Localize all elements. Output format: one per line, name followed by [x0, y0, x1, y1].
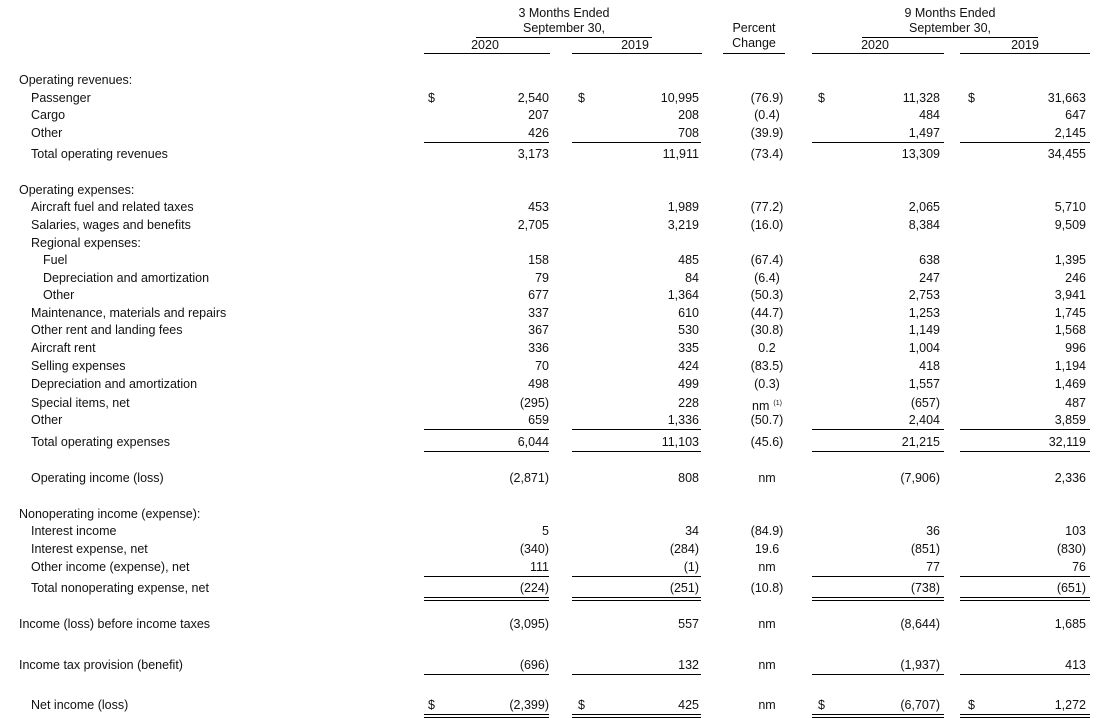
- value-n19: 1,395: [1054, 253, 1086, 267]
- value-n20: 8,384: [908, 218, 940, 232]
- row-label: Passenger: [31, 91, 91, 105]
- currency-symbol: $: [968, 91, 975, 105]
- pct-text: (50.7): [750, 413, 784, 427]
- value-n19: 246: [1065, 271, 1086, 285]
- single-underline-q20: [424, 576, 549, 577]
- value-n20: (1,937): [900, 658, 940, 672]
- value-q19: 1,336: [667, 413, 699, 427]
- value-q19: 132: [678, 658, 699, 672]
- value-q20: 336: [528, 341, 549, 355]
- value-q19: 11,103: [661, 435, 699, 449]
- value-n19: 1,194: [1054, 359, 1086, 373]
- value-n19: 3,941: [1054, 288, 1086, 302]
- value-q19: 1,364: [667, 288, 699, 302]
- header-year-2020-q: 2020: [471, 38, 499, 52]
- row-label: Income (loss) before income taxes: [19, 617, 211, 631]
- value-pct-change: [732, 200, 802, 215]
- value-n19: (651): [1056, 581, 1086, 595]
- value-pct-change: [732, 435, 802, 450]
- header-3-months: [476, 6, 652, 36]
- single-underline-q20: [424, 674, 549, 675]
- row-label: Aircraft rent: [31, 341, 96, 355]
- value-n20: 418: [919, 359, 940, 373]
- currency-symbol: $: [968, 698, 975, 712]
- value-q20: 70: [535, 359, 549, 373]
- single-underline-n20: [812, 429, 944, 430]
- value-pct-change: [732, 359, 802, 374]
- value-n20: (7,906): [900, 471, 940, 485]
- value-pct-change: [732, 218, 802, 233]
- value-n19: 1,272: [1054, 698, 1086, 712]
- pct-text: (39.9): [750, 126, 784, 140]
- single-underline-n20: [812, 451, 944, 452]
- value-q20: 426: [528, 126, 549, 140]
- value-n19: (830): [1056, 542, 1086, 556]
- value-n19: 103: [1065, 524, 1086, 538]
- double-underline-q19: [572, 597, 701, 601]
- row-label: Depreciation and amortization: [31, 377, 198, 391]
- value-q20: (2,399): [509, 698, 549, 712]
- pct-text: nm: [758, 698, 776, 712]
- row-label: Other income (expense), net: [31, 560, 190, 574]
- pct-text: (84.9): [750, 524, 784, 538]
- value-q19: 10,995: [660, 91, 699, 105]
- value-n20: (6,707): [900, 698, 940, 712]
- value-pct-change: [732, 306, 802, 321]
- header-rule-9m: [862, 37, 1038, 38]
- currency-symbol: $: [818, 91, 825, 105]
- value-n20: 1,557: [908, 377, 940, 391]
- pct-text: (77.2): [750, 200, 784, 214]
- currency-symbol: $: [428, 698, 435, 712]
- value-pct-change: [732, 524, 802, 539]
- value-pct-change: [732, 658, 802, 673]
- value-q19: (251): [669, 581, 699, 595]
- value-n20: 638: [919, 253, 940, 267]
- value-q20: 498: [528, 377, 549, 391]
- value-n20: (738): [910, 581, 940, 595]
- value-q19: 84: [685, 271, 699, 285]
- value-n19: 1,745: [1054, 306, 1086, 320]
- header-rule-2020-n: [812, 53, 944, 54]
- row-label: Other: [43, 288, 75, 302]
- value-q19: 499: [678, 377, 699, 391]
- row-label: Other: [31, 413, 63, 427]
- header-rule-2019-n: [960, 53, 1090, 54]
- header-year-2019-q: 2019: [621, 38, 649, 52]
- value-q19: (1): [683, 560, 699, 574]
- value-n20: 2,753: [908, 288, 940, 302]
- pct-text: nm: [758, 471, 776, 485]
- value-pct-change: [732, 581, 802, 596]
- single-underline-q20: [424, 429, 549, 430]
- row-label: Operating expenses:: [19, 183, 135, 197]
- row-label: Maintenance, materials and repairs: [31, 306, 227, 320]
- value-pct-change: [732, 617, 802, 632]
- value-n19: 34,455: [1047, 147, 1086, 161]
- pct-text: (83.5): [750, 359, 784, 373]
- value-n20: 2,065: [908, 200, 940, 214]
- value-n20: 1,004: [908, 341, 940, 355]
- pct-text: (0.3): [754, 377, 780, 391]
- value-q20: (340): [519, 542, 549, 556]
- pct-text: (73.4): [750, 147, 784, 161]
- row-label: Depreciation and amortization: [43, 271, 210, 285]
- single-underline-n19: [960, 429, 1090, 430]
- double-underline-n19: [960, 597, 1090, 601]
- value-q20: 158: [528, 253, 549, 267]
- value-n19: 487: [1065, 396, 1086, 410]
- row-label: Fuel: [43, 253, 68, 267]
- value-q20: 367: [528, 323, 549, 337]
- value-pct-change: [732, 560, 802, 575]
- pct-text: (44.7): [750, 306, 784, 320]
- single-underline-n20: [812, 576, 944, 577]
- row-label: Operating income (loss): [31, 471, 164, 485]
- value-q20: 677: [528, 288, 549, 302]
- value-pct-change: [732, 396, 802, 414]
- value-pct-change: [732, 288, 802, 303]
- value-pct-change: [732, 253, 802, 268]
- row-label: Selling expenses: [31, 359, 126, 373]
- value-n19: 3,859: [1054, 413, 1086, 427]
- value-q20: 6,044: [517, 435, 549, 449]
- currency-symbol: $: [428, 91, 435, 105]
- single-underline-n19: [960, 674, 1090, 675]
- value-n20: (8,644): [900, 617, 940, 631]
- row-label: Special items, net: [31, 396, 130, 410]
- single-underline-n19: [960, 451, 1090, 452]
- value-n20: 247: [919, 271, 940, 285]
- header-percent-line1: Percent: [732, 21, 776, 35]
- value-n19: 32,119: [1048, 435, 1086, 449]
- value-n19: 76: [1072, 560, 1086, 574]
- value-n19: 2,336: [1054, 471, 1086, 485]
- value-n19: 1,469: [1054, 377, 1086, 391]
- row-label: Total nonoperating expense, net: [31, 581, 209, 595]
- pct-text: 19.6: [754, 542, 780, 556]
- value-q19: 557: [678, 617, 699, 631]
- double-underline-n20: [812, 597, 944, 601]
- value-q20: 453: [528, 200, 549, 214]
- header-year-2020-n: 2020: [861, 38, 889, 52]
- value-q19: 34: [685, 524, 699, 538]
- value-q19: 708: [678, 126, 699, 140]
- value-n20: 11,328: [902, 91, 940, 105]
- value-q20: 3,173: [517, 147, 549, 161]
- single-underline-q19: [572, 429, 701, 430]
- value-q19: 1,989: [667, 200, 699, 214]
- value-pct-change: [732, 108, 802, 123]
- value-n19: 996: [1065, 341, 1086, 355]
- value-q19: 610: [678, 306, 699, 320]
- value-q19: 424: [678, 359, 699, 373]
- value-q19: 530: [678, 323, 699, 337]
- header-3-months-line1: 3 Months Ended: [518, 6, 610, 20]
- value-q20: (3,095): [509, 617, 549, 631]
- single-underline-q19: [572, 576, 701, 577]
- value-q20: 207: [528, 108, 549, 122]
- single-underline-q20: [424, 142, 549, 143]
- single-underline-n19: [960, 142, 1090, 143]
- value-n20: (657): [910, 396, 940, 410]
- pct-text: (30.8): [750, 323, 784, 337]
- value-q20: (295): [519, 396, 549, 410]
- header-9-months: [862, 6, 1038, 36]
- header-percent-line2: Change: [732, 36, 776, 50]
- value-q19: 425: [678, 698, 699, 712]
- pct-text: (10.8): [750, 581, 784, 595]
- row-label: Aircraft fuel and related taxes: [31, 200, 194, 214]
- value-n19: 9,509: [1054, 218, 1086, 232]
- value-pct-change: [732, 413, 802, 428]
- pct-text: (16.0): [750, 218, 784, 232]
- row-label: Operating revenues:: [19, 73, 133, 87]
- value-q20: 111: [529, 560, 549, 574]
- value-pct-change: [732, 271, 802, 286]
- value-q20: (224): [519, 581, 549, 595]
- value-q20: 2,540: [517, 91, 549, 105]
- header-rule-2019-q: [572, 53, 702, 54]
- row-label: Income tax provision (benefit): [19, 658, 183, 672]
- row-label: Net income (loss): [31, 698, 129, 712]
- value-n20: 13,309: [901, 147, 940, 161]
- value-n20: 1,497: [908, 126, 940, 140]
- value-n20: 21,215: [901, 435, 940, 449]
- value-q20: 659: [528, 413, 549, 427]
- value-q20: (696): [519, 658, 549, 672]
- pct-text: nm: [752, 399, 770, 413]
- row-label: Other: [31, 126, 63, 140]
- value-n20: 484: [919, 108, 940, 122]
- pct-text: (45.6): [750, 435, 784, 449]
- row-label: Cargo: [31, 108, 66, 122]
- single-underline-n19: [960, 576, 1090, 577]
- row-label: Regional expenses:: [31, 236, 141, 250]
- row-label: Nonoperating income (expense):: [19, 507, 201, 521]
- value-n19: 413: [1065, 658, 1086, 672]
- pct-text: (76.9): [750, 91, 784, 105]
- pct-text: (6.4): [754, 271, 780, 285]
- row-label: Total operating revenues: [31, 147, 168, 161]
- header-9-months-line2: September 30,: [909, 21, 991, 35]
- value-q19: 485: [678, 253, 699, 267]
- header-year-2019-n: 2019: [1011, 38, 1039, 52]
- value-pct-change: [732, 91, 802, 106]
- currency-symbol: $: [818, 698, 825, 712]
- single-underline-n20: [812, 142, 944, 143]
- header-rule-2020-q: [424, 53, 550, 54]
- row-label: Salaries, wages and benefits: [31, 218, 191, 232]
- value-q20: 5: [542, 524, 549, 538]
- header-rule-3m: [476, 37, 652, 38]
- value-pct-change: [732, 542, 802, 557]
- pct-text: nm: [758, 617, 776, 631]
- value-q20: 79: [535, 271, 549, 285]
- value-pct-change: [732, 341, 802, 356]
- header-3-months-line2: September 30,: [523, 21, 605, 35]
- value-n19: 31,663: [1047, 91, 1086, 105]
- pct-text: (67.4): [750, 253, 784, 267]
- single-underline-q19: [572, 451, 701, 452]
- value-pct-change: [732, 147, 802, 162]
- value-q19: 228: [678, 396, 699, 410]
- double-underline-q20: [424, 597, 549, 601]
- pct-text: (0.4): [754, 108, 780, 122]
- single-underline-q20: [424, 451, 549, 452]
- pct-text: nm: [758, 658, 776, 672]
- value-q20: 337: [528, 306, 549, 320]
- value-q19: 11,911: [662, 147, 699, 161]
- value-q19: 208: [678, 108, 699, 122]
- single-underline-n20: [812, 674, 944, 675]
- value-q20: 2,705: [517, 218, 549, 232]
- value-q19: 3,219: [667, 218, 699, 232]
- single-underline-q19: [572, 142, 701, 143]
- row-label: Interest income: [31, 524, 117, 538]
- value-n19: 5,710: [1054, 200, 1086, 214]
- single-underline-q19: [572, 674, 701, 675]
- value-n19: 2,145: [1054, 126, 1086, 140]
- value-pct-change: [732, 471, 802, 486]
- value-q20: (2,871): [509, 471, 549, 485]
- pct-text: (50.3): [750, 288, 784, 302]
- currency-symbol: $: [578, 698, 585, 712]
- row-label: Other rent and landing fees: [31, 323, 183, 337]
- value-q19: (284): [669, 542, 699, 556]
- value-pct-change: [732, 377, 802, 392]
- value-n19: 1,685: [1054, 617, 1086, 631]
- value-n19: 647: [1065, 108, 1086, 122]
- header-percent-change: [718, 21, 790, 51]
- pct-text: 0.2: [758, 341, 776, 355]
- value-n20: 77: [926, 560, 940, 574]
- value-pct-change: [732, 126, 802, 141]
- header-rule-pct: [723, 53, 785, 54]
- value-n20: (851): [910, 542, 940, 556]
- row-label: Interest expense, net: [31, 542, 148, 556]
- value-n20: 36: [926, 524, 940, 538]
- footnote-marker: (1): [773, 400, 782, 407]
- value-n20: 1,253: [908, 306, 940, 320]
- value-n19: 1,568: [1054, 323, 1086, 337]
- value-q19: 808: [678, 471, 699, 485]
- currency-symbol: $: [578, 91, 585, 105]
- value-n20: 2,404: [908, 413, 940, 427]
- value-pct-change: [732, 698, 802, 713]
- value-n20: 1,149: [908, 323, 940, 337]
- value-pct-change: [732, 323, 802, 338]
- row-label: Total operating expenses: [31, 435, 170, 449]
- pct-text: nm: [758, 560, 776, 574]
- value-q19: 335: [678, 341, 699, 355]
- header-9-months-line1: 9 Months Ended: [904, 6, 996, 20]
